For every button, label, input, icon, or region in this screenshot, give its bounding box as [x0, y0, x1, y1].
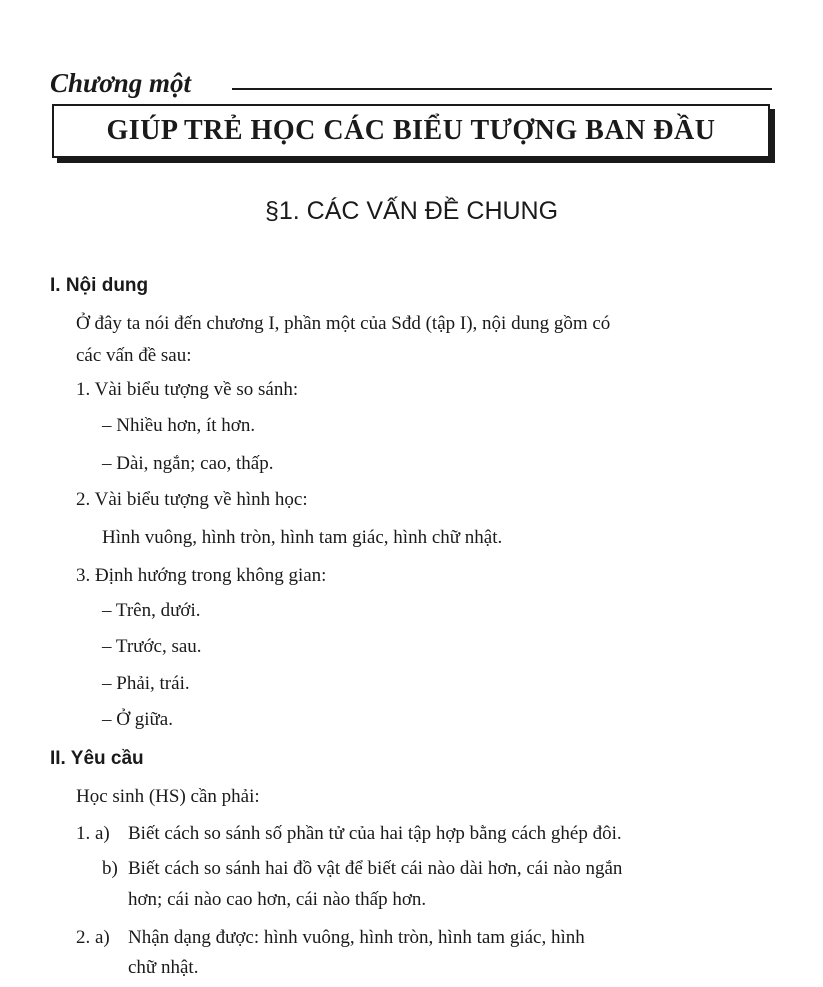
heading-yeu-cau: II. Yêu cầu	[50, 748, 144, 769]
list-subitem: – Ở giữa.	[102, 709, 173, 730]
list-subitem: – Phải, trái.	[102, 673, 190, 694]
list-item: 3. Định hướng trong không gian:	[76, 565, 327, 586]
list-item: Biết cách so sánh hai đồ vật để biết cái nào dài hơn, cái nào ngắn	[128, 858, 623, 879]
list-item-continued: chữ nhật.	[128, 957, 199, 978]
paragraph-line: Ở đây ta nói đến chương I, phần một của Sđd (tập I), nội dung gồm có	[76, 313, 611, 334]
list-item-number: 2. a)	[76, 927, 110, 948]
list-item: Biết cách so sánh số phần tử của hai tập hợp bằng cách ghép đôi.	[128, 823, 622, 844]
chapter-title-box	[52, 104, 770, 158]
list-item-continued: hơn; cái nào cao hơn, cái nào thấp hơn.	[128, 889, 427, 910]
list-item-text: Hình vuông, hình tròn, hình tam giác, hình chữ nhật.	[102, 527, 503, 548]
chapter-title: GIÚP TRẺ HỌC CÁC BIỂU TƯỢNG BAN ĐẦU	[106, 115, 716, 146]
chapter-label: Chương một	[50, 68, 191, 98]
list-item: 1. Vài biểu tượng về so sánh:	[76, 379, 299, 400]
list-subitem: – Trên, dưới.	[102, 600, 201, 621]
list-subitem: – Dài, ngắn; cao, thấp.	[102, 453, 274, 474]
list-item-number: 1. a)	[76, 823, 110, 844]
heading-noi-dung: I. Nội dung	[50, 275, 149, 296]
paragraph-line: các vấn đề sau:	[76, 345, 192, 366]
list-item-number: b)	[102, 858, 118, 879]
list-subitem: – Nhiều hơn, ít hơn.	[102, 415, 256, 436]
chapter-rule	[232, 88, 772, 90]
list-item: 2. Vài biểu tượng về hình học:	[76, 489, 308, 510]
list-item: Nhận dạng được: hình vuông, hình tròn, hình tam giác, hình	[128, 927, 585, 948]
list-subitem: – Trước, sau.	[102, 636, 202, 657]
paragraph-line: Học sinh (HS) cần phải:	[76, 786, 260, 807]
section-title: §1. CÁC VẤN ĐỀ CHUNG	[264, 197, 559, 225]
